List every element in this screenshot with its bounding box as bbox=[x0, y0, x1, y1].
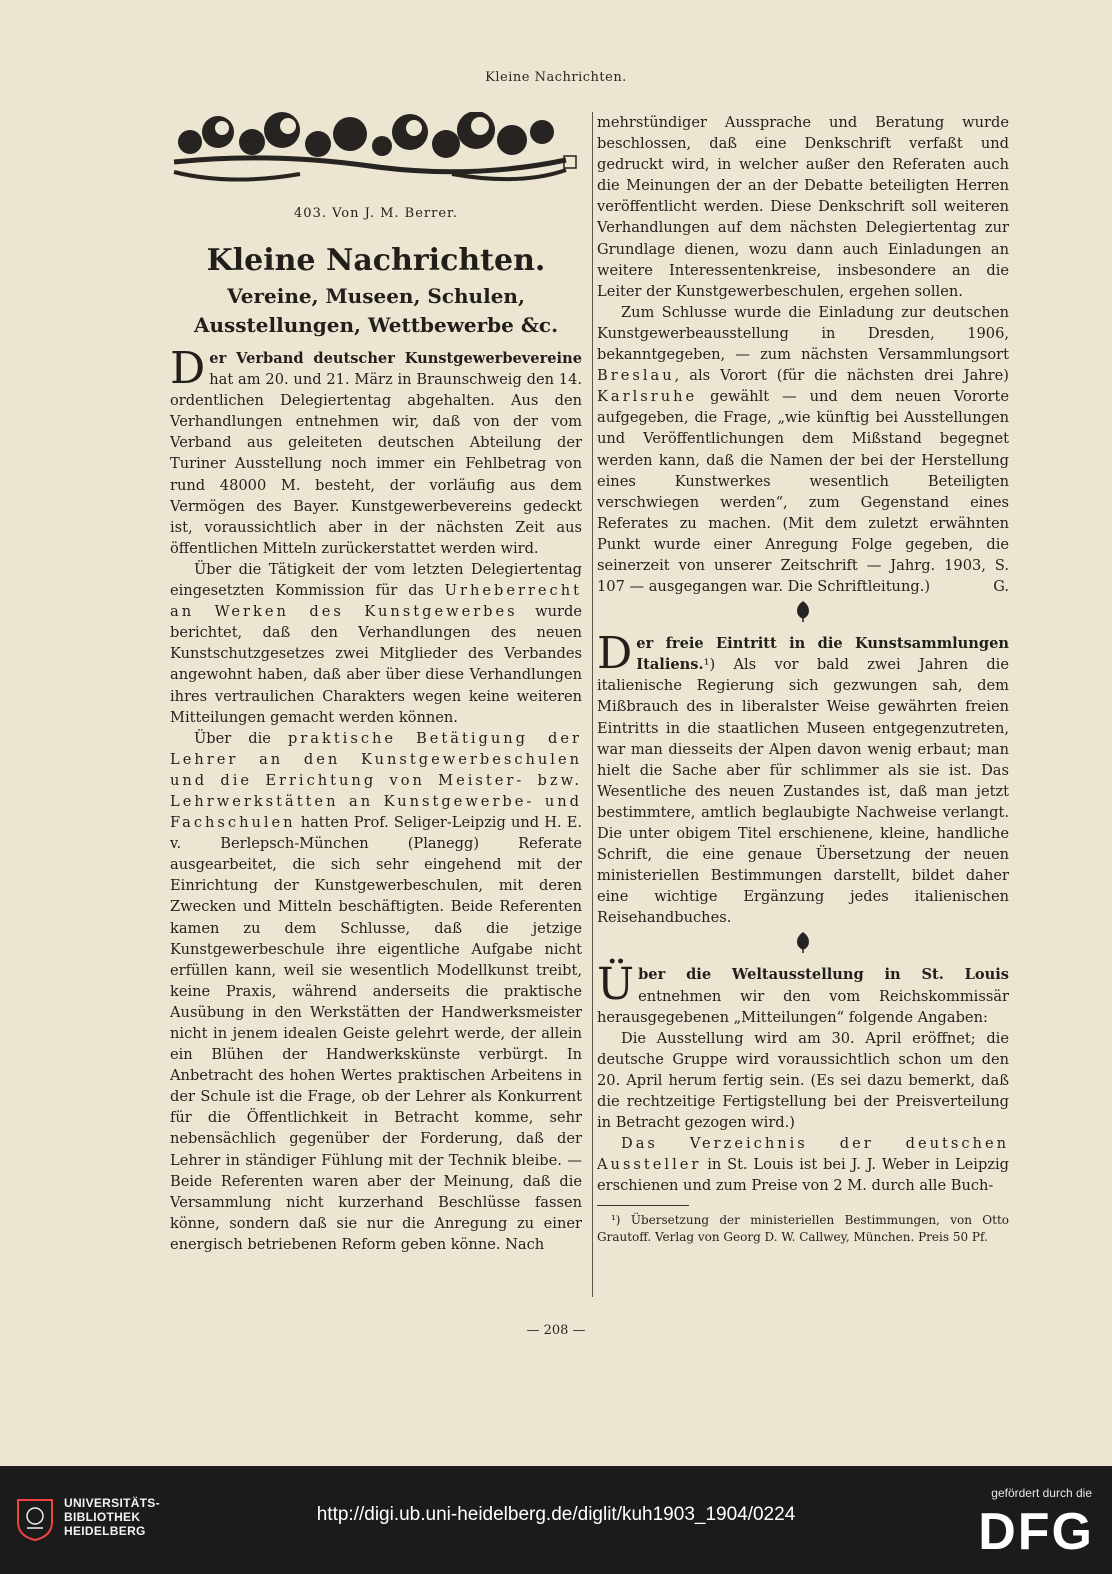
paragraph-italien bbox=[597, 628, 1009, 928]
left-column bbox=[170, 112, 582, 1255]
library-name: UNIVERSITÄTS- BIBLIOTHEK HEIDELBERG bbox=[64, 1496, 160, 1538]
paragraph-eroeffnung: Die Ausstellung wird am 30. April eröffnet; die deutsche Gruppe wird voraussichtlich schon um den 20. April herum fertig sein. (Es sei dazu bemerkt, daß die rechtzeitige Fertigstellung bei der Preisverteilung in Betracht gezogen wird.) bbox=[597, 1029, 1009, 1132]
permalink-url[interactable]: http://digi.ub.uni-heidelberg.de/diglit/kuh1903_1904/0224 bbox=[316, 1504, 796, 1525]
spaced-emphasis: Karlsruhe bbox=[597, 388, 698, 406]
paragraph-weltausstellung bbox=[597, 959, 1009, 1027]
paragraph-text: in St. Louis ist bei J. J. Weber in Leipzig erschienen und zum Preise von 2 M. durch alle Buch- bbox=[597, 1156, 1009, 1195]
paragraph-text: Über die bbox=[194, 729, 288, 747]
drop-cap: Ü bbox=[597, 959, 635, 1011]
drop-cap: D bbox=[597, 628, 633, 680]
paragraph-text: , als Vorort (für die nächsten drei Jahre) bbox=[674, 367, 1009, 385]
section-subtitle: Vereine, Museen, Schulen, Ausstellungen, Wettbewerbe &c. bbox=[193, 284, 559, 337]
paragraph-text: Über die Tätigkeit der vom letzten Delegiertentag eingesetzten Kommission für das bbox=[170, 560, 582, 600]
paragraph-text: wurde berichtet, daß den Verhandlungen des neuen Kunstschutzgesetzes zwei Mitglieder des Verbandes angewohnt haben, daß aber über diese Verhandlungen ihres vertraulichen Charakters wegen keine weiteren Mitteilungen gemacht werden können. bbox=[170, 603, 582, 726]
paragraph-text: entnehmen wir den vom Reichskommissär herausgegebenen „Mitteilungen“ folgende Angaben: bbox=[597, 987, 1009, 1026]
paragraph-text: gewählt — und dem neuen Vororte aufgegeben, die Frage, „wie künftig bei Ausstellungen und Veröffentlichungen dem Mißstand begegnet werden kann, daß die Namen der bei der Herstellung eines Kunstwerkes wesentlich Beteiligten verschwiegen werden“, zum Gegenstand eines Referates zu machen. (Mit dem zuletzt erwähnten Punkt wurde einer Anregung Folge gegeben, die seinerzeit von unserer Zeitschrift — Jahrg. 1903, S. 107 — ausgegangen war. Die Schriftleitung.) bbox=[597, 388, 1009, 596]
paragraph-verzeichnis bbox=[597, 1133, 1009, 1196]
footnote: ¹) Übersetzung der ministeriellen Bestimmungen, von Otto Grautoff. Verlag von Georg D. W. Callwey, München. Preis 50 Pf. bbox=[597, 1212, 1009, 1244]
column-divider bbox=[592, 112, 593, 1297]
lead-in-bold: ber die Weltausstellung in St. Louis bbox=[638, 966, 1009, 984]
dfg-logo: DFG bbox=[978, 1503, 1094, 1561]
paragraph-text: ¹) Als vor bald zwei Jahren die italienische Regierung sich gezwungen sah, dem Mißbrauch des in liberalster Weise gewährten freien Eintritts in die staatlichen Museen entgegenzutreten, war man diesseits der Alpen davon wenig erbaut; man hielt die Sache aber für schlimmer als sie ist. Das Wesentliche des neuen Zustandes ist, daß man jetzt bestimmtere, amtlich beglaubigte Nachweise verlangt. Die unter obigem Titel erschienene, kleine, handliche Schrift, die eine genaue Übersetzung der neuen ministeriellen Bestimmungen darstellt, bildet daher eine wichtige Ergänzung jedes italienischen Reisehandbuches. bbox=[597, 656, 1009, 927]
spaced-emphasis: Breslau bbox=[597, 367, 675, 385]
paragraph-verband bbox=[170, 343, 582, 559]
viewer-footer bbox=[0, 1466, 1112, 1574]
lead-in-bold: er freie Eintritt in die Kunstsammlungen Italiens. bbox=[636, 635, 1009, 674]
leaf-ornament-icon bbox=[597, 601, 1009, 627]
paragraph-text: Zum Schlusse wurde die Einladung zur deutschen Kunstgewerbeausstellung in Dresden, 1906, bekanntgegeben, — zum nächsten Versammlungsort bbox=[597, 303, 1009, 364]
section-title: Kleine Nachrichten. bbox=[206, 243, 546, 278]
paragraph-urheberrecht bbox=[170, 559, 582, 728]
paragraph-lehrer bbox=[170, 728, 582, 1255]
running-head: Kleine Nachrichten. bbox=[485, 70, 627, 85]
lead-in-bold: er Verband deutscher Kunstgewerbevereine bbox=[209, 350, 582, 367]
leaf-ornament-icon bbox=[597, 932, 1009, 958]
spaced-emphasis: Das Verzeichnis der deutschen Aussteller bbox=[597, 1135, 1009, 1174]
spaced-emphasis: praktische Betätigung der Lehrer an den Kunstgewerbeschulen und die Errichtung von Meister- bzw. Lehrwerkstätten an Kunstgewerbe- und Fachschulen bbox=[170, 729, 582, 832]
page-number: — 208 — bbox=[526, 1323, 586, 1338]
spaced-emphasis: Urheberrecht an Werken des Kunstgewerbes bbox=[170, 582, 582, 621]
footnote-rule bbox=[597, 1205, 689, 1206]
paragraph-text: hatten Prof. Seliger-Leipzig und H. E. v. Berlepsch-München (Planegg) Referate ausgearbeitet, die sich sehr eingehend mit der Einrichtung der Kunstgewerbeschulen, mit deren Zwecken und Mitteln beschäftigten. Beide Referenten kamen zu dem Schlusse, daß die jetzige Kunstgewerbeschule ihre eigentliche Aufgabe nicht erfüllen kann, weil sie wesentlich Modellkunst treibt, keine Praxis, während anderseits die praktische Ausübung in den Werkstätten der Handwerksmeister nicht in jenem idealen Geiste gelehrt werde, der allein ein Blühen der Handwerkskünste verbürgt. In Anbetracht des hohen Wertes praktischen Arbeitens in der Schule ist die Frage, ob der Lehrer als Konkurrent für die Öffentlichkeit in Betracht komme, sehr nebensächlich gegenüber der Forderung, daß der Lehrer in ständiger Fühlung mit der Technik bleibe. — Beide Referenten waren aber der Meinung, daß die Versammlung nicht kurzerhand Beschlüsse fassen könne, sondern daß sie nur die Anregung zu einer energisch betriebenen Reform geben könne. Nach bbox=[170, 814, 582, 1253]
figure-caption: 403. Von J. M. Berrer. bbox=[294, 206, 458, 221]
right-column bbox=[597, 112, 1009, 1246]
paragraph-continuation: mehrstündiger Aussprache und Beratung wurde beschlossen, daß eine Denkschrift verfaßt und gedruckt wird, in welcher außer den Referaten auch die Meinungen der an der Debatte beteiligten Herren veröffentlicht werden. Diese Denkschrift soll weiteren Verhandlungen auf dem nächsten Delegiertentag zur Grundlage dienen, wozu dann auch Einladungen an weitere Interessentenkreise, insbesondere an die Leiter der Kunstgewerbeschulen, ergehen sollen. bbox=[597, 114, 1009, 300]
paragraph-text: hat am 20. und 21. März in Braunschweig den 14. ordentlichen Delegiertentag abgehalten. Aus den Verhandlungen entnehmen wir, daß von der vom Verband aus geleiteten deutschen Abteilung der Turiner Ausstellung noch immer ein Fehlbetrag von rund 48000 M. besteht, der vorläufig aus dem Vermögen des Bayer. Kunstgewerbevereins gedeckt ist, voraussichtlich aber in der nächsten Zeit aus öffentlichen Mitteln zurückerstattet werden wird. bbox=[170, 371, 582, 557]
ornament-vignette bbox=[170, 112, 582, 196]
author-signature: G. bbox=[993, 578, 1009, 596]
funding-label: gefördert durch die bbox=[991, 1486, 1092, 1500]
paragraph-schluss bbox=[597, 302, 1009, 597]
drop-cap: D bbox=[170, 343, 206, 394]
